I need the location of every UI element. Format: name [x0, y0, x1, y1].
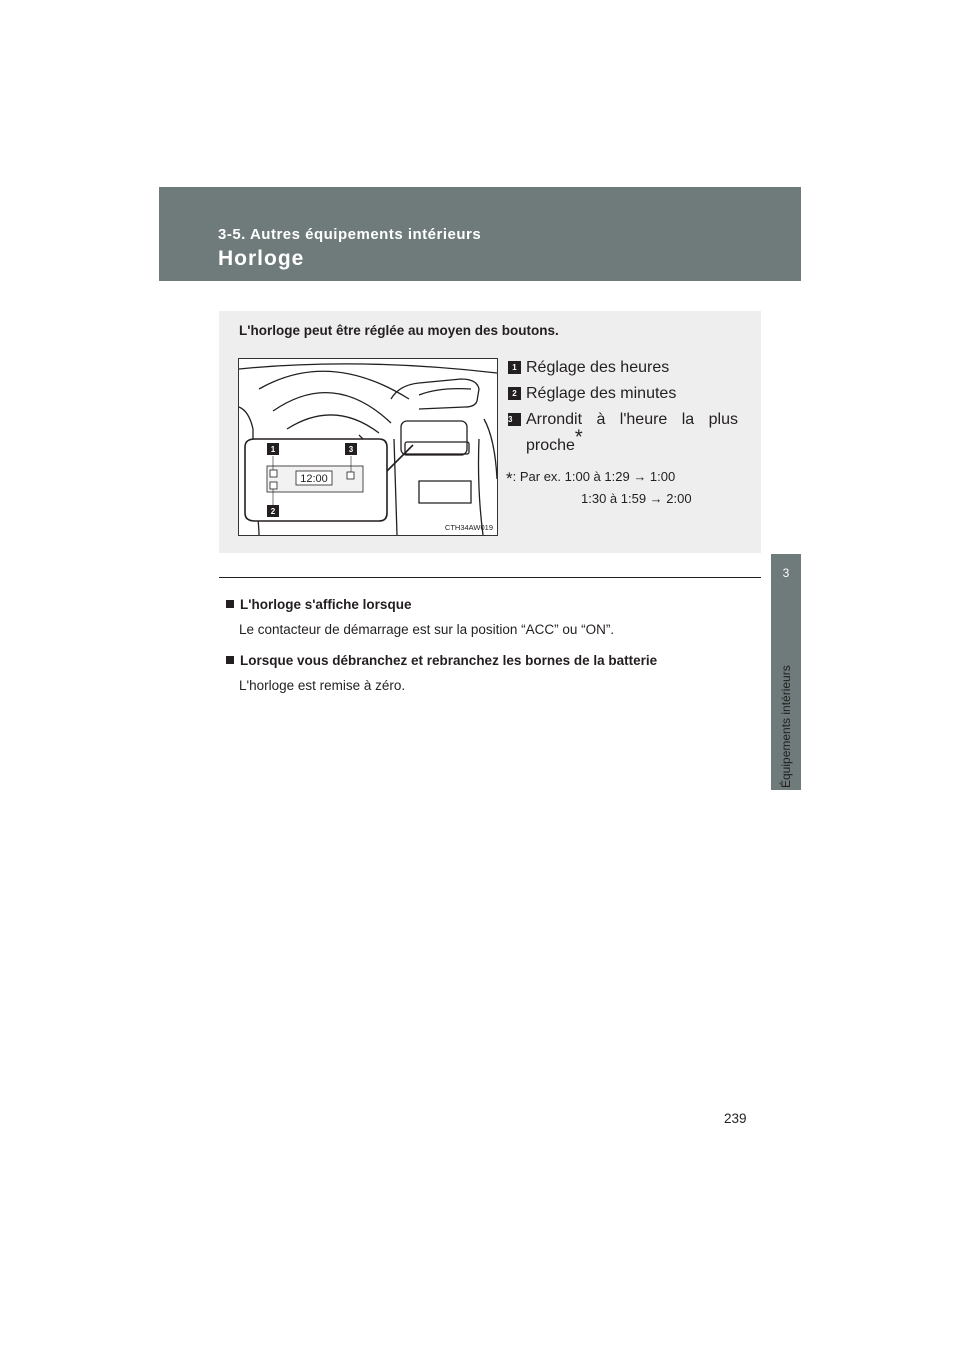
square-bullet-icon: [226, 656, 234, 664]
item-text: Arrondit à l'heure la plus proche: [526, 411, 738, 454]
item-text: Réglage des minutes: [526, 385, 677, 402]
item-list: [506, 355, 738, 509]
footnote: [506, 467, 738, 509]
footnote-line-2: 1:30 à 1:59 → 2:00: [581, 491, 692, 506]
list-item: [506, 407, 738, 459]
section-header: [159, 187, 801, 281]
item-text: Réglage des heures: [526, 359, 670, 376]
note-text: Le contacteur de démarrage est sur la position “ACC” ou “ON”.: [239, 622, 615, 637]
item-number: 2: [508, 387, 521, 400]
figure-label-1: 1: [270, 445, 276, 454]
note-title-text: Lorsque vous débranchez et rebranchez les bornes de la batterie: [240, 653, 658, 668]
info-box: [219, 311, 761, 553]
figure-label-2: 2: [270, 507, 276, 516]
item-number: 1: [508, 361, 521, 374]
note-title: [224, 594, 764, 616]
notes-section: [224, 594, 764, 706]
intro-text: L'horloge peut être réglée au moyen des boutons.: [239, 323, 559, 338]
item-number: 3: [508, 413, 521, 426]
dashboard-drawing: [239, 359, 497, 535]
list-item: [506, 355, 738, 381]
footnote-star: *: [506, 469, 513, 488]
note-title: [224, 650, 764, 672]
note-text: L'horloge est remise à zéro.: [239, 678, 406, 693]
clock-display: 12:00: [300, 473, 328, 485]
chapter-label: Équipements intérieurs: [779, 665, 793, 788]
chapter-number: 3: [782, 566, 790, 580]
figure-code: CTH34AW019: [444, 523, 493, 532]
list-item: [506, 381, 738, 407]
footnote-line-1: : Par ex. 1:00 à 1:29 → 1:00: [512, 469, 676, 484]
divider: [219, 577, 761, 578]
footnote-marker: *: [574, 426, 583, 449]
dashboard-illustration: [238, 358, 498, 536]
page-title: Horloge: [218, 247, 305, 270]
section-label: 3-5. Autres équipements intérieurs: [218, 226, 482, 243]
figure-label-3: 3: [348, 445, 354, 454]
note-title-text: L'horloge s'affiche lorsque: [240, 597, 412, 612]
page-number: 239: [724, 1111, 747, 1126]
square-bullet-icon: [226, 600, 234, 608]
